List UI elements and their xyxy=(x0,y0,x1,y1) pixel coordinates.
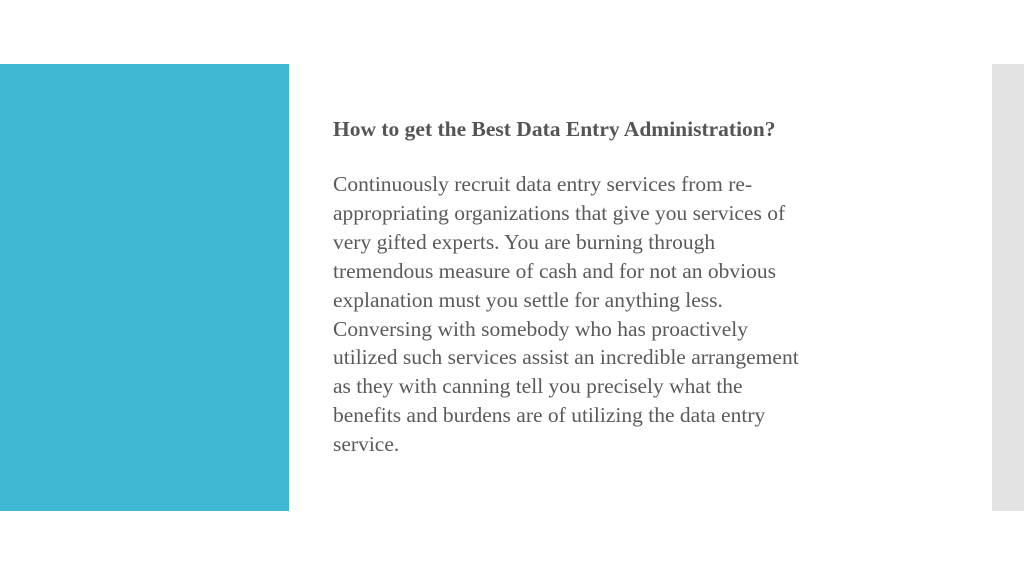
body-line: explanation must you settle for anything less. xyxy=(333,287,723,312)
body-line: as they with canning tell you precisely what the xyxy=(333,374,743,399)
slide-content xyxy=(333,114,933,459)
body-line: benefits and burdens are of utilizing the data entry xyxy=(333,403,766,428)
body-line: service. xyxy=(333,432,400,457)
body-line: Continuously recruit data entry services from re- xyxy=(333,172,753,196)
body-line: very gifted experts. You are burning through xyxy=(333,229,716,254)
body-line: tremendous measure of cash and for not an obvious xyxy=(333,258,777,283)
accent-panel xyxy=(0,64,289,511)
body-line: appropriating organizations that give you services of xyxy=(333,200,786,225)
slide-heading: How to get the Best Data Entry Administration? xyxy=(333,117,776,141)
body-line: Conversing with somebody who has proactively xyxy=(333,316,749,341)
slide-body xyxy=(333,170,933,459)
side-bar xyxy=(992,64,1024,511)
body-line: utilized such services assist an incredible arrangement xyxy=(333,345,799,370)
